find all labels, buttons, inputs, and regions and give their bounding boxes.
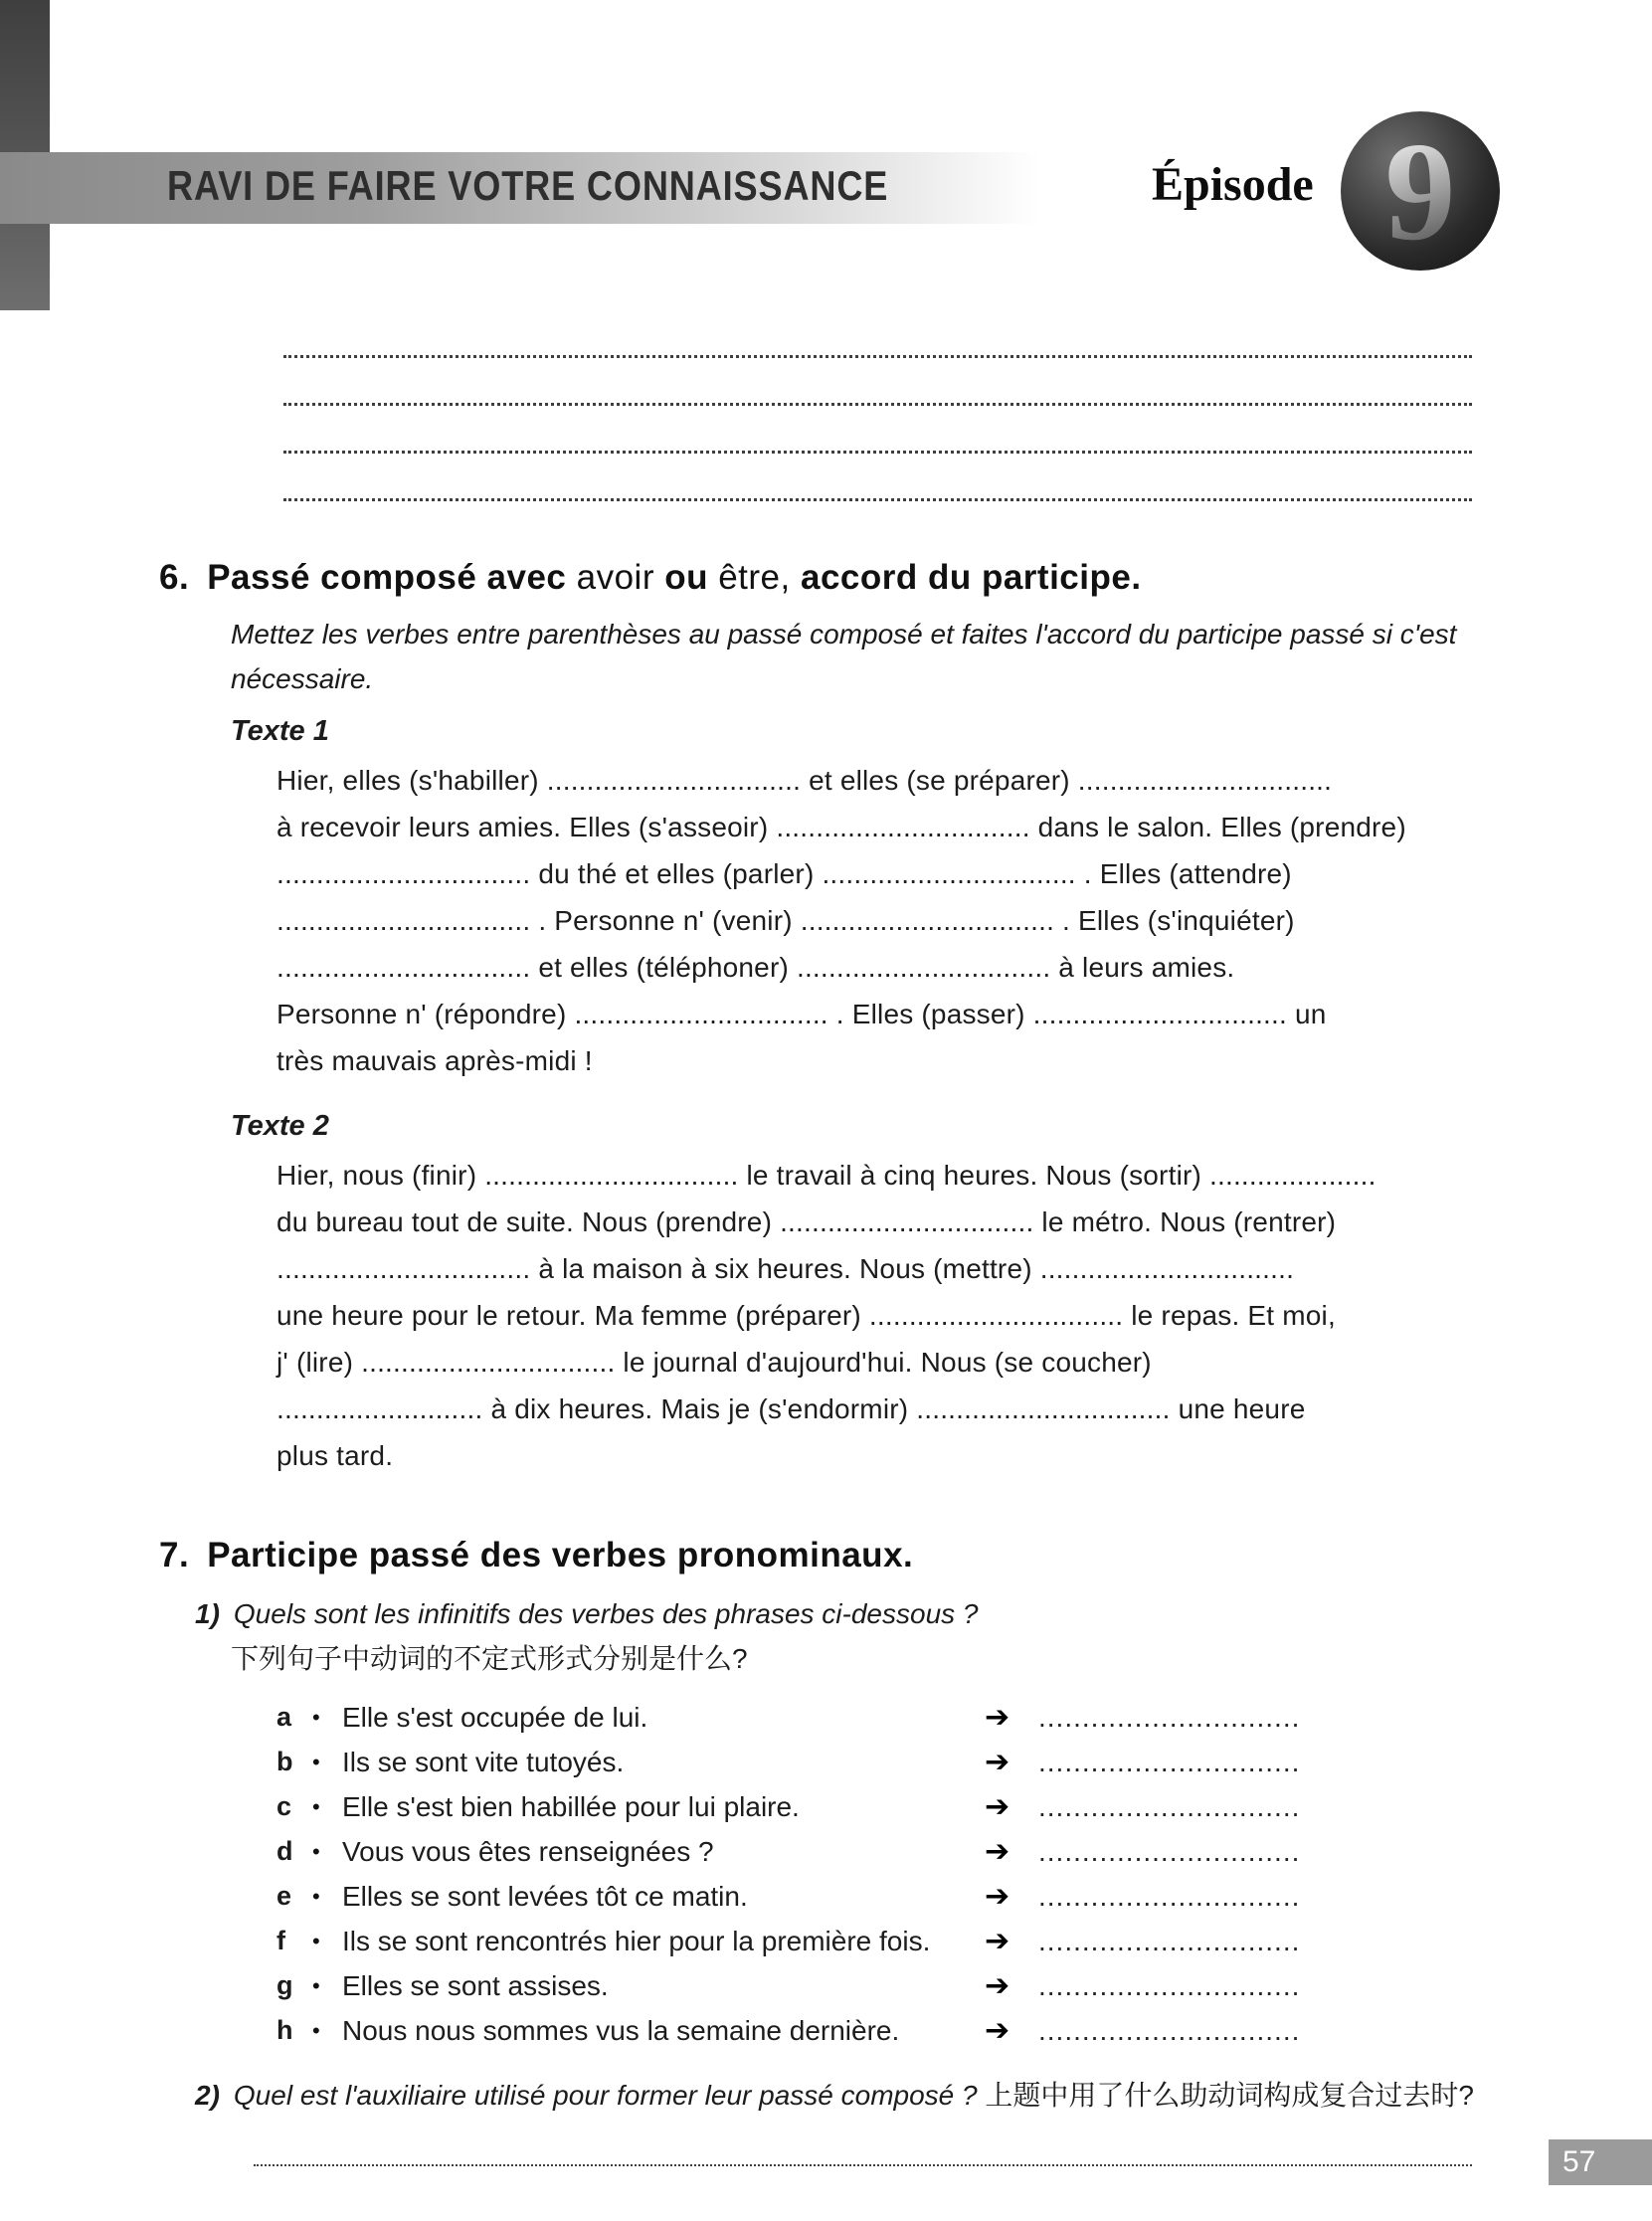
item-sentence: Elle s'est occupée de lui. [342,1701,648,1733]
texte-1-line: ................................ . Personne n' (venir) ................................ . Elles (s'inquiéter) [276,905,1295,936]
texte-1-line: Personne n' (répondre) ................................ . Elles (passer) ................................ un [276,999,1327,1029]
section-6-title-etre: être, [718,558,791,597]
texte-2-body [276,1152,1652,1479]
answer-blank: .............................. [1038,1835,1301,1867]
arrow-icon: ➔ [985,1925,1010,1957]
texte-2-line: Hier, nous (finir) ................................ le travail à cinq heures. Nous (sortir) ..................... [276,1160,1377,1191]
texte-1-body [276,757,1652,1084]
bullet-icon: • [312,2017,320,2043]
blank-answer-line [254,2128,1472,2166]
section-6-instruction: Mettez les verbes entre parenthèses au passé composé et faites l'accord du participe passé si c'est nécessaire. [231,619,1457,694]
section-6-title-part: accord du participe. [790,558,1142,597]
section-6-title-avoir: avoir [576,558,654,597]
texte-2-line: du bureau tout de suite. Nous (prendre) ................................ le métro. Nous (rentrer) [276,1206,1337,1237]
answer-blank: .............................. [1038,1925,1301,1956]
exercise-item-row [276,1695,1652,1740]
answer-blank: .............................. [1038,1880,1301,1912]
answer-blank: .............................. [1038,2014,1301,2046]
section-7 [0,1534,1652,2166]
exercise-item-row [276,1740,1652,1784]
arrow-icon: ➔ [985,1880,1010,1913]
item-sentence: Ils se sont rencontrés hier pour la première fois. [342,1925,931,1956]
arrow-icon: ➔ [985,1969,1010,2002]
section-6-number: 6. [159,558,190,597]
texte-2-line: une heure pour le retour. Ma femme (préparer) ................................ le repas. Et moi, [276,1300,1336,1331]
arrow-icon: ➔ [985,1746,1010,1778]
answer-blank: .............................. [1038,1969,1301,2001]
episode-label: Épisode [1152,158,1314,211]
exercise-item-row [276,1919,1652,1963]
item-sentence: Elle s'est bien habillée pour lui plaire. [342,1790,800,1822]
texte-2-line: .......................... à dix heures. Mais je (s'endormir) ................................ une heure [276,1393,1306,1424]
item-letter: f [276,1926,285,1955]
bullet-icon: • [312,1838,320,1864]
item-letter: g [276,1970,293,2000]
item-sentence: Elles se sont assises. [342,1969,609,2001]
page-title: RAVI DE FAIRE VOTRE CONNAISSANCE [167,162,889,209]
question-1 [195,1593,1652,1635]
page-number: 57 [1562,2145,1596,2178]
blank-answer-line [283,358,1472,406]
item-letter: e [276,1881,292,1911]
blank-answer-line [283,310,1472,358]
question-2-text-zh: 上题中用了什么助动词构成复合过去时? [985,2080,1474,2111]
item-letter: c [276,1791,292,1821]
section-7-heading [159,1534,1652,1577]
question-2-text-fr: Quel est l'auxiliaire utilisé pour former leur passé composé ? [233,2080,986,2111]
texte-1-label: Texte 1 [231,715,329,747]
section-7-title: Participe passé des verbes pronominaux. [207,1536,914,1574]
section-6 [0,556,1652,1479]
item-sentence: Elles se sont levées tôt ce matin. [342,1880,748,1912]
top-answer-lines [283,310,1472,501]
item-letter: h [276,2015,293,2045]
texte-1-line: ................................ et elles (téléphoner) ................................ à leurs amies. [276,952,1235,983]
arrow-icon: ➔ [985,1790,1010,1823]
texte-1-line: à recevoir leurs amies. Elles (s'asseoir) ................................ dans le salon. Elles (prendre) [276,812,1406,842]
section-6-heading [159,556,1652,600]
section-6-title-part: Passé composé avec [207,558,577,597]
texte-2-line: plus tard. [276,1440,394,1471]
texte-1-line: très mauvais après-midi ! [276,1045,593,1076]
question-1-text-zh: 下列句子中动词的不定式形式分别是什么? [231,1643,748,1674]
texte-1-line: Hier, elles (s'habiller) ................................ et elles (se préparer) ................................ [276,765,1333,796]
bullet-icon: • [312,1928,320,1953]
blank-answer-line [283,454,1472,501]
exercise-item-row [276,2008,1652,2053]
answer-blank: .............................. [1038,1746,1301,1777]
item-sentence: Nous nous sommes vus la semaine dernière. [342,2014,900,2046]
exercise-item-row [276,1784,1652,1829]
question-2 [195,2075,1652,2117]
texte-2-label: Texte 2 [231,1110,329,1142]
exercise-item-row [276,1874,1652,1919]
item-letter: d [276,1836,293,1866]
arrow-icon: ➔ [985,2014,1010,2047]
bullet-icon: • [312,1883,320,1909]
bullet-icon: • [312,1793,320,1819]
exercise-item-row [276,1963,1652,2008]
question-1-number: 1) [195,1598,220,1629]
page-number-badge [1549,2139,1652,2185]
section-7-number: 7. [159,1536,190,1574]
item-sentence: Ils se sont vite tutoyés. [342,1746,625,1777]
episode-number: 9 [1384,112,1456,270]
texte-1-line: ................................ du thé et elles (parler) ................................ . Elles (attendre) [276,858,1292,889]
section-6-title-part: ou [653,558,719,597]
bullet-icon: • [312,1704,320,1730]
bullet-icon: • [312,1972,320,1998]
item-letter: b [276,1747,293,1776]
texte-2-line: j' (lire) ................................ le journal d'aujourd'hui. Nous (se coucher) [276,1347,1152,1378]
item-sentence: Vous vous êtes renseignées ? [342,1835,714,1867]
question-1-text-fr: Quels sont les infinitifs des verbes des phrases ci-dessous ? [233,1598,979,1629]
exercise-item-row [276,1829,1652,1874]
bullet-icon: • [312,1749,320,1774]
blank-answer-line [283,406,1472,454]
exercise-item-list [276,1695,1652,2053]
arrow-icon: ➔ [985,1701,1010,1734]
answer-blank: .............................. [1038,1790,1301,1822]
arrow-icon: ➔ [985,1835,1010,1868]
episode-number-badge [1341,111,1500,271]
question-2-number: 2) [195,2080,220,2111]
texte-2-line: ................................ à la maison à six heures. Nous (mettre) ................................ [276,1253,1295,1284]
answer-blank: .............................. [1038,1701,1301,1733]
item-letter: a [276,1702,292,1732]
